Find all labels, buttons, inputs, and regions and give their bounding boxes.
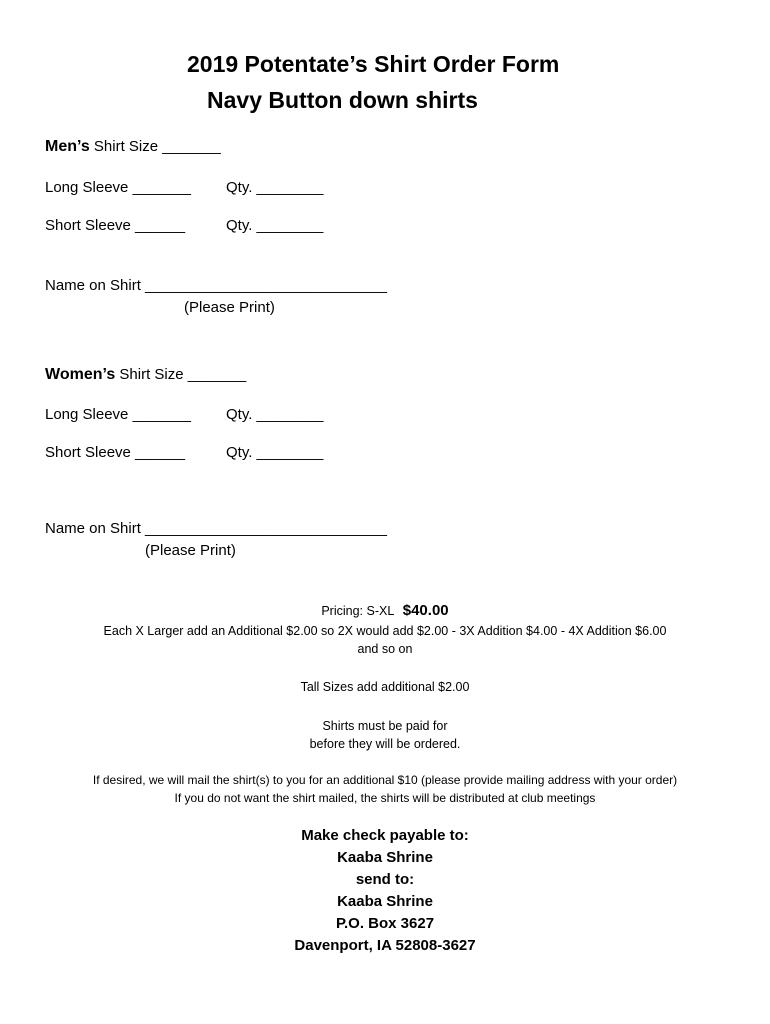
womens-short-qty-field[interactable]: Qty. ________ — [226, 444, 324, 461]
payment-line4: Kaaba Shrine — [337, 893, 433, 910]
mailing-line1: If desired, we will mail the shirt(s) to you for an additional $10 (please provide mailing address with your order) — [92, 773, 678, 787]
womens-size-row — [45, 366, 246, 384]
womens-long-sleeve-field[interactable]: Long Sleeve _______ — [45, 406, 191, 423]
payment-line2: Kaaba Shrine — [337, 849, 433, 866]
pricing-additional-line1: Each X Larger add an Additional $2.00 so 2X would add $2.00 - 3X Addition $4.00 - 4X Addition $6.00 — [103, 624, 667, 638]
mens-long-sleeve-field[interactable]: Long Sleeve _______ — [45, 179, 191, 196]
mens-name-on-shirt-field[interactable]: Name on Shirt _____________________________ — [45, 277, 387, 294]
mailing-line2: If you do not want the shirt mailed, the shirts will be distributed at club meetings — [174, 791, 596, 805]
payment-line1: Make check payable to: — [301, 827, 469, 844]
womens-please-print: (Please Print) — [145, 542, 236, 559]
mens-shirt-size-field[interactable]: Shirt Size _______ — [93, 138, 221, 155]
mens-size-row — [45, 138, 221, 156]
pricing-additional-line2: and so on — [357, 642, 413, 656]
payment-line6: Davenport, IA 52808-3627 — [294, 937, 476, 954]
mens-heading: Men’s — [45, 138, 90, 155]
pricing-row — [0, 602, 770, 620]
mens-long-qty-field[interactable]: Qty. ________ — [226, 179, 324, 196]
mens-short-qty-field[interactable]: Qty. ________ — [226, 217, 324, 234]
pricing-paid-line2: before they will be ordered. — [309, 737, 461, 751]
pricing-label: Pricing: S-XL — [321, 604, 395, 618]
womens-shirt-size-field[interactable]: Shirt Size _______ — [119, 366, 247, 383]
womens-heading: Women’s — [45, 366, 116, 383]
womens-long-qty-field[interactable]: Qty. ________ — [226, 406, 324, 423]
pricing-price: $40.00 — [402, 602, 449, 619]
womens-name-on-shirt-field[interactable]: Name on Shirt _____________________________ — [45, 520, 387, 537]
form-title: 2019 Potentate’s Shirt Order Form — [187, 51, 560, 77]
pricing-tall: Tall Sizes add additional $2.00 — [300, 680, 470, 694]
womens-short-sleeve-field[interactable]: Short Sleeve ______ — [45, 444, 186, 461]
payment-line3: send to: — [355, 871, 415, 888]
mens-short-sleeve-field[interactable]: Short Sleeve ______ — [45, 217, 186, 234]
mens-please-print: (Please Print) — [184, 299, 275, 316]
form-subtitle: Navy Button down shirts — [207, 87, 478, 113]
pricing-paid-line1: Shirts must be paid for — [322, 719, 448, 733]
payment-line5: P.O. Box 3627 — [335, 915, 435, 932]
